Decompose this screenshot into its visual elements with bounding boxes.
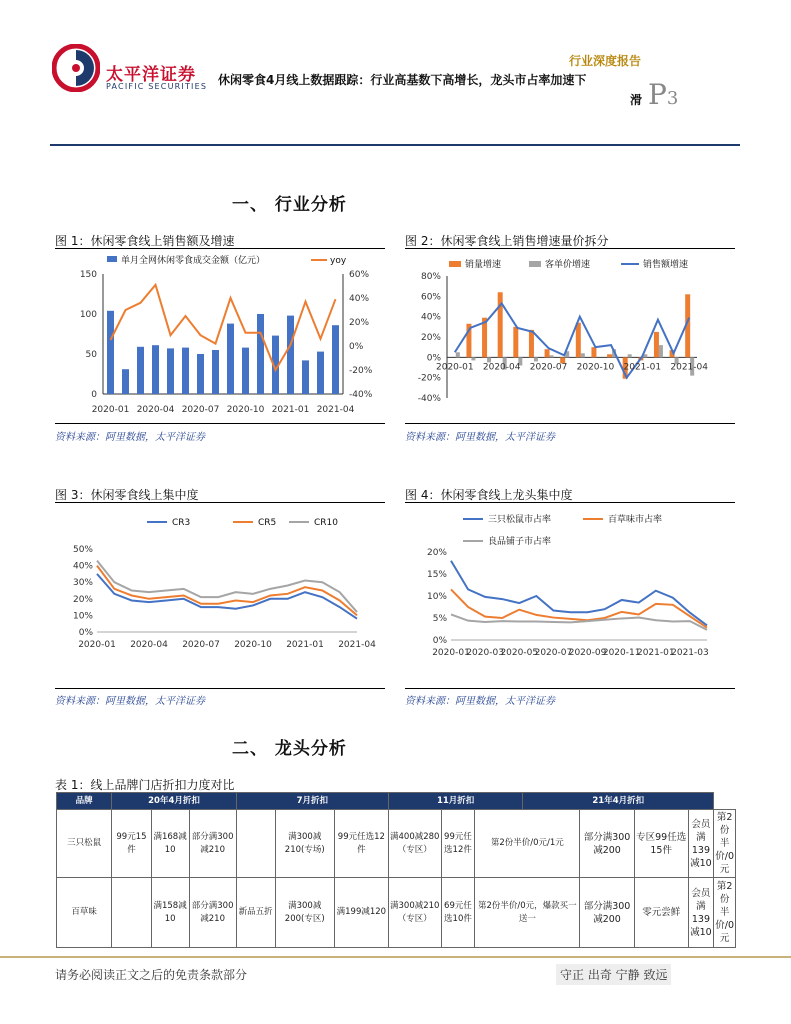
x-tick-label: 2020-01: [436, 362, 474, 373]
legend-swatch-volume: [449, 261, 461, 267]
logo-cn: 太平洋证券: [106, 65, 196, 85]
legend-swatch-amount: [107, 256, 117, 262]
table-cell: 第2份半价/0元/1元: [475, 810, 580, 878]
y-tick-label: 20%: [420, 333, 441, 343]
th-brand: 品牌: [57, 793, 112, 810]
legend-label: CR3: [172, 518, 191, 528]
legend-label: CR10: [314, 518, 338, 528]
table-cell: [112, 878, 151, 948]
bar: [197, 354, 204, 394]
page-p: P: [648, 78, 667, 111]
bar-volume: [529, 330, 534, 357]
y-tick-label-right: 0%: [349, 342, 364, 352]
bar: [302, 360, 309, 394]
bar: [107, 311, 114, 394]
legend-label-yoy: yoy: [330, 256, 347, 266]
y-tick-label: 40%: [72, 561, 93, 572]
series-line: [451, 561, 707, 626]
legend-label-volume: 销量增速: [465, 260, 502, 270]
bar-price: [628, 354, 632, 357]
x-tick-label: 2020-11: [602, 648, 641, 658]
table-cell: 满199减120: [334, 878, 388, 948]
bar-price: [550, 355, 554, 357]
bar: [332, 325, 339, 394]
fig2-source: 资料来源：阿里数据，太平洋证券: [405, 432, 555, 443]
fig2-top-rule: [405, 248, 735, 249]
x-tick-label: 2020-07: [529, 362, 568, 373]
report-type: 行业深度报告: [568, 54, 641, 68]
footer-motto: 守正 出奇 宁静 致远: [556, 964, 671, 985]
th-apr20: 20年4月折扣: [112, 793, 236, 810]
bar-volume: [545, 349, 550, 357]
x-tick-label: 2020-07: [534, 648, 573, 658]
yoy-line: [111, 285, 336, 370]
x-tick-label: 2020-07: [182, 640, 220, 650]
table-cell: 满300减200(专区): [275, 878, 334, 948]
table-cell: 新品五折: [236, 878, 275, 948]
page-number: [648, 78, 678, 111]
x-tick-label: 2021-04: [316, 405, 355, 415]
x-tick-label: 2020-09: [568, 648, 607, 658]
table-cell: 满400减280（专区）: [388, 810, 441, 878]
fig3-title: 图 3：休闲零食线上集中度: [55, 488, 199, 502]
x-tick-label: 2021-01: [636, 648, 675, 658]
table-cell: 部分满300减210: [189, 810, 236, 878]
fig2-bottom-rule: [405, 423, 735, 424]
y-tick-label: 100: [79, 310, 97, 320]
y-tick-label-right: 60%: [349, 270, 370, 280]
table-cell: 满158减10: [151, 878, 189, 948]
bar: [167, 348, 174, 394]
section-heading-leaders: 二、 龙头分析: [232, 739, 347, 759]
bar-price: [581, 353, 585, 357]
y-tick-label: 150: [79, 270, 97, 280]
x-tick-label: 2021-04: [670, 362, 708, 373]
x-tick-label: 2020-10: [234, 640, 272, 650]
bar: [212, 350, 219, 394]
table-cell: 69元任选10件: [441, 878, 475, 948]
fig3-source: 资料来源：阿里数据，太平洋证券: [55, 696, 205, 707]
table-title: 表 1：线上品牌门店折扣力度对比: [55, 778, 235, 792]
section-heading-industry: 一、 行业分析: [232, 195, 347, 215]
x-tick-label: 2020-01: [91, 405, 130, 415]
table-cell: 第2份半价/0元，爆款买一送一: [475, 878, 580, 948]
table-row: [57, 878, 736, 948]
report-title-line1: 休闲零食4月线上数据跟踪：行业高基数下高增长，龙头市占率加速下: [218, 73, 587, 87]
report-title-line2: 滑: [629, 93, 642, 107]
y-tick-label: 50%: [72, 545, 93, 555]
x-tick-label: 2021-01: [623, 362, 662, 373]
legend-swatch-price: [529, 261, 541, 267]
table-cell: 满168减10: [151, 810, 189, 878]
fig1-chart: [55, 250, 385, 420]
y-tick-label: 0%: [426, 353, 441, 364]
legend-label-price: 客单价增速: [545, 260, 591, 270]
y-tick-label-right: 40%: [349, 294, 370, 304]
series-line: [97, 561, 357, 612]
legend-label-amount: 单月全网休闲零食成交金额（亿元）: [121, 256, 266, 266]
x-tick-label: 2020-04: [130, 640, 168, 650]
table-cell: 第2份半价/0元: [714, 878, 736, 948]
bar: [227, 324, 234, 394]
th-nov: 11月折扣: [388, 793, 522, 810]
logo-emblem-icon: [52, 44, 100, 92]
table-row: [57, 810, 736, 878]
table-cell: 第2份半价/0元: [714, 810, 736, 878]
fig1-title: 图 1：休闲零食线上销售额及增速: [55, 234, 235, 248]
legend-label: 三只松鼠市占率: [488, 515, 552, 525]
y-tick-label: 30%: [72, 578, 93, 589]
bar-volume: [513, 327, 518, 358]
table-cell: 满300减210(专场): [275, 810, 334, 878]
table-cell: 99元任选12件: [441, 810, 475, 878]
x-tick-label: 2021-01: [271, 405, 310, 415]
th-apr21: 21年4月折扣: [523, 793, 714, 810]
x-tick-label: 2020-10: [576, 362, 615, 373]
bar-volume: [654, 332, 659, 357]
table-cell: [236, 810, 275, 878]
bar-price: [471, 357, 475, 360]
table-cell: 专区99任选15件: [634, 810, 688, 878]
header-rule: [50, 144, 740, 146]
cell-brand: 百草味: [57, 878, 112, 948]
bar: [317, 352, 324, 394]
fig4-top-rule: [405, 502, 735, 503]
table-cell: 99元15件: [112, 810, 151, 878]
company-logo: [52, 44, 100, 92]
cell-brand: 三只松鼠: [57, 810, 112, 878]
x-tick-label: 2020-05: [500, 648, 539, 658]
y-tick-label: 80%: [420, 272, 441, 282]
y-tick-label-right: -20%: [349, 366, 373, 376]
y-tick-label: -20%: [417, 373, 441, 384]
table-cell: 零元尝鲜: [634, 878, 688, 948]
x-tick-label: 2020-10: [226, 405, 265, 415]
x-tick-label: 2020-01: [78, 640, 116, 650]
footer-disclaimer: 请务必阅读正文之后的免责条款部分: [55, 968, 248, 982]
legend-label: 良品铺子市占率: [488, 537, 552, 547]
discount-table-wrapper: [56, 792, 736, 948]
fig1-bottom-rule: [55, 423, 385, 424]
report-title: [218, 70, 642, 110]
y-tick-label: 0%: [432, 636, 447, 646]
y-tick-label: 20%: [72, 594, 93, 605]
x-tick-label: 2020-03: [466, 648, 504, 658]
x-tick-label: 2020-04: [136, 405, 175, 415]
x-tick-label: 2020-01: [432, 648, 470, 658]
y-tick-label: 10%: [426, 592, 447, 602]
fig3-bottom-rule: [55, 688, 385, 689]
fig3-chart: [55, 505, 385, 685]
table-cell: 部分满300减200: [580, 878, 634, 948]
table-cell: 会员满139减10: [688, 810, 714, 878]
bar: [137, 347, 144, 394]
fig2-chart: [405, 250, 735, 420]
bar: [122, 369, 129, 394]
bar: [287, 316, 294, 394]
fig4-source: 资料来源：阿里数据，太平洋证券: [405, 696, 555, 707]
x-tick-label: 2021-04: [338, 640, 376, 650]
y-tick-label: 40%: [420, 312, 441, 323]
y-tick-label: -40%: [417, 394, 441, 404]
fig2-title: 图 2：休闲零食线上销售增速量价拆分: [405, 234, 609, 248]
fig1-source: 资料来源：阿里数据，太平洋证券: [55, 432, 205, 443]
bar-price: [456, 352, 460, 357]
y-tick-label: 10%: [72, 611, 93, 622]
x-tick-label: 2021-03: [671, 648, 709, 658]
bar-volume: [576, 323, 581, 358]
y-tick-label: 20%: [426, 548, 447, 558]
fig3-top-rule: [55, 502, 385, 503]
fig4-chart: [405, 505, 735, 685]
table-cell: 满300减210（专区）: [388, 878, 441, 948]
th-jul: 7月折扣: [236, 793, 388, 810]
y-tick-label: 60%: [420, 292, 441, 303]
discount-table: [56, 792, 736, 948]
table-cell: 99元任选12件: [334, 810, 388, 878]
y-tick-label: 50: [85, 350, 97, 360]
footer-rule: [0, 956, 791, 958]
fig4-title: 图 4：休闲零食线上龙头集中度: [405, 488, 573, 502]
legend-label: CR5: [258, 518, 277, 528]
bar: [257, 314, 264, 394]
y-tick-label: 0%: [78, 628, 93, 638]
table-cell: 部分满300减200: [580, 810, 634, 878]
y-tick-label: 5%: [432, 614, 447, 624]
page-num: 3: [666, 88, 679, 109]
bar: [152, 345, 159, 394]
y-tick-label-right: -40%: [349, 390, 373, 400]
logo-en: PACIFIC SECURITIES: [106, 82, 208, 91]
bar-price: [534, 357, 538, 361]
table-cell: 会员满139减10: [688, 878, 714, 948]
bar-volume: [591, 347, 596, 357]
bar-price: [659, 345, 663, 357]
table-header-row: [57, 793, 736, 810]
x-tick-label: 2020-07: [181, 405, 220, 415]
legend-label: 百草味市占率: [608, 515, 663, 525]
bar: [242, 348, 249, 394]
bar-volume: [607, 354, 612, 357]
y-tick-label: 0: [91, 390, 97, 400]
table-cell: 部分满300减210: [189, 878, 236, 948]
x-tick-label: 2020-04: [482, 362, 521, 373]
y-tick-label-right: 20%: [349, 318, 370, 328]
bar: [182, 348, 189, 394]
x-tick-label: 2021-01: [286, 640, 324, 650]
fig4-bottom-rule: [405, 688, 735, 689]
y-tick-label: 15%: [426, 570, 447, 580]
fig1-top-rule: [55, 248, 385, 249]
legend-label-sales: 销售额增速: [643, 260, 689, 270]
